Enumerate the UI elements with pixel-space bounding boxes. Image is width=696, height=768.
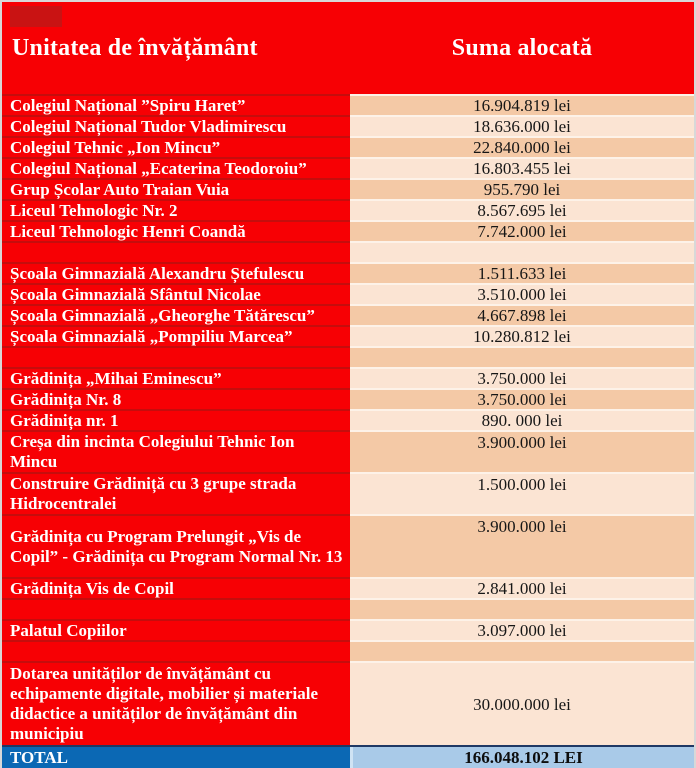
- allocated-sum-cell: [350, 661, 694, 745]
- allocated-sum-text: 18.636.000 lei: [473, 117, 571, 136]
- school-name-cell: [2, 367, 350, 388]
- allocated-sum-cell: [350, 346, 694, 367]
- school-name-cell: [2, 283, 350, 304]
- table-row: [2, 220, 694, 241]
- school-name-text: Școala Gimnazială Sfântul Nicolae: [10, 284, 261, 304]
- school-name-cell: [2, 619, 350, 640]
- school-name-cell: [2, 430, 350, 472]
- top-left-red-block: [10, 6, 62, 27]
- table-header-row: [2, 2, 694, 94]
- allocated-sum-cell: [350, 640, 694, 661]
- school-name-cell: [2, 640, 350, 661]
- column-title-unit: Unitatea de învățământ: [12, 34, 258, 61]
- allocated-sum-text: 16.803.455 lei: [473, 159, 571, 178]
- school-name-text: Liceul Tehnologic Nr. 2: [10, 200, 178, 220]
- school-name-text: Palatul Copiilor: [10, 620, 127, 640]
- school-name-cell: [2, 220, 350, 241]
- school-name-text: Școala Gimnazială „Gheorghe Tătărescu”: [10, 305, 315, 325]
- school-name-text: Grădinița Vis de Copil: [10, 578, 174, 598]
- allocated-sum-text: 3.510.000 lei: [477, 285, 567, 304]
- allocated-sum-cell: [350, 577, 694, 598]
- table-row: [2, 304, 694, 325]
- school-name-cell: [2, 577, 350, 598]
- school-name-text: Liceul Tehnologic Henri Coandă: [10, 221, 246, 241]
- school-name-cell: [2, 304, 350, 325]
- spacer-row: [2, 346, 694, 367]
- allocated-sum-cell: [350, 199, 694, 220]
- allocated-sum-cell: [350, 472, 694, 514]
- table-row: [2, 367, 694, 388]
- school-name-text: Școala Gimnazială „Pompiliu Marcea”: [10, 326, 293, 346]
- allocated-sum-text: 30.000.000 lei: [473, 694, 571, 714]
- allocated-sum-cell: [350, 178, 694, 199]
- school-name-cell: [2, 472, 350, 514]
- allocated-sum-text: 7.742.000 lei: [477, 222, 567, 241]
- allocated-sum-cell: [350, 619, 694, 640]
- allocated-sum-cell: [350, 157, 694, 178]
- table-row: [2, 325, 694, 346]
- school-name-text: Colegiul Național Tudor Vladimirescu: [10, 116, 287, 136]
- allocated-sum-cell: [350, 409, 694, 430]
- table-row: [2, 283, 694, 304]
- school-name-text: Grădinița cu Program Prelungit „Vis de Copil” - Grădinița cu Program Normal Nr. 13: [10, 526, 343, 566]
- allocated-sum-text: 3.900.000 lei: [477, 433, 567, 452]
- school-name-text: Grădinița Nr. 8: [10, 389, 122, 409]
- school-name-cell: [2, 115, 350, 136]
- spacer-row: [2, 598, 694, 619]
- school-name-cell: [2, 199, 350, 220]
- table-row: [2, 430, 694, 472]
- school-name-text: Colegiul Național ”Spiru Haret”: [10, 95, 246, 115]
- allocated-sum-text: 10.280.812 lei: [473, 327, 571, 346]
- allocated-sum-cell: [350, 325, 694, 346]
- allocated-sum-cell: [350, 115, 694, 136]
- school-name-cell: [2, 346, 350, 367]
- allocated-sum-text: 2.841.000 lei: [477, 579, 567, 598]
- school-name-cell: [2, 241, 350, 262]
- table-row: [2, 577, 694, 598]
- table-row: [2, 199, 694, 220]
- total-value-cell: 166.048.102 LEI: [350, 747, 694, 768]
- school-name-cell: [2, 136, 350, 157]
- school-name-text: Colegiul Tehnic „Ion Mincu”: [10, 137, 221, 157]
- allocated-sum-text: 955.790 lei: [483, 180, 561, 199]
- school-name-text: Construire Grădiniță cu 3 grupe strada Hidrocentralei: [10, 474, 297, 513]
- table-row: [2, 94, 694, 115]
- allocated-sum-cell: [350, 241, 694, 262]
- school-name-text: Dotarea unităților de învățământ cu echipamente digitale, mobilier și materiale didactice a unităților de învățământ din municipiu: [10, 664, 318, 743]
- school-name-cell: [2, 661, 350, 745]
- school-name-cell: [2, 598, 350, 619]
- allocated-sum-text: 22.840.000 lei: [473, 138, 571, 157]
- school-name-text: Grup Școlar Auto Traian Vuia: [10, 179, 230, 199]
- table-row: [2, 388, 694, 409]
- allocated-sum-text: 3.750.000 lei: [477, 390, 567, 409]
- allocated-sum-cell: [350, 514, 694, 577]
- allocated-sum-cell: [350, 388, 694, 409]
- school-name-text: Colegiul Național „Ecaterina Teodoroiu”: [10, 158, 307, 178]
- allocated-sum-text: 890. 000 lei: [481, 411, 563, 430]
- column-title-sum: Suma alocată: [451, 34, 593, 61]
- school-name-cell: [2, 514, 350, 577]
- table-row: [2, 178, 694, 199]
- table-row: [2, 409, 694, 430]
- allocated-sum-cell: [350, 304, 694, 325]
- allocated-sum-text: 3.097.000 lei: [477, 621, 567, 640]
- allocated-sum-cell: [350, 262, 694, 283]
- total-row: [2, 745, 694, 768]
- school-name-cell: [2, 178, 350, 199]
- table-row: [2, 661, 694, 745]
- allocated-sum-text: 16.904.819 lei: [473, 96, 571, 115]
- school-name-cell: [2, 409, 350, 430]
- allocated-sum-cell: [350, 220, 694, 241]
- table-body: [2, 94, 694, 745]
- school-name-text: Creșa din incinta Colegiului Tehnic Ion Mincu: [10, 432, 295, 471]
- table-row: [2, 262, 694, 283]
- total-label-cell: TOTAL: [2, 747, 350, 768]
- allocated-sum-text: 3.750.000 lei: [477, 369, 567, 388]
- table-row: [2, 136, 694, 157]
- allocated-sum-cell: [350, 283, 694, 304]
- school-name-cell: [2, 325, 350, 346]
- table-row: [2, 619, 694, 640]
- school-name-text: Școala Gimnazială Alexandru Ștefulescu: [10, 263, 305, 283]
- spacer-row: [2, 241, 694, 262]
- school-name-text: Grădinița „Mihai Eminescu”: [10, 368, 222, 388]
- table-row: [2, 472, 694, 514]
- allocated-sum-cell: [350, 430, 694, 472]
- spacer-row: [2, 640, 694, 661]
- allocated-sum-text: 1.500.000 lei: [477, 475, 567, 494]
- table-row: [2, 115, 694, 136]
- school-name-cell: [2, 262, 350, 283]
- allocated-sum-text: 8.567.695 lei: [477, 201, 567, 220]
- table-row: [2, 157, 694, 178]
- allocated-sum-text: 1.511.633 lei: [477, 264, 567, 283]
- school-name-text: Grădinița nr. 1: [10, 410, 119, 430]
- header-cell-sum: [350, 2, 694, 94]
- school-name-cell: [2, 94, 350, 115]
- allocated-sum-cell: [350, 367, 694, 388]
- allocated-sum-cell: [350, 598, 694, 619]
- allocated-sum-text: 3.900.000 lei: [477, 517, 567, 536]
- allocated-sum-text: 4.667.898 lei: [477, 306, 567, 325]
- allocated-sum-cell: [350, 94, 694, 115]
- allocated-sum-cell: [350, 136, 694, 157]
- school-name-cell: [2, 157, 350, 178]
- table-row: [2, 514, 694, 577]
- school-name-cell: [2, 388, 350, 409]
